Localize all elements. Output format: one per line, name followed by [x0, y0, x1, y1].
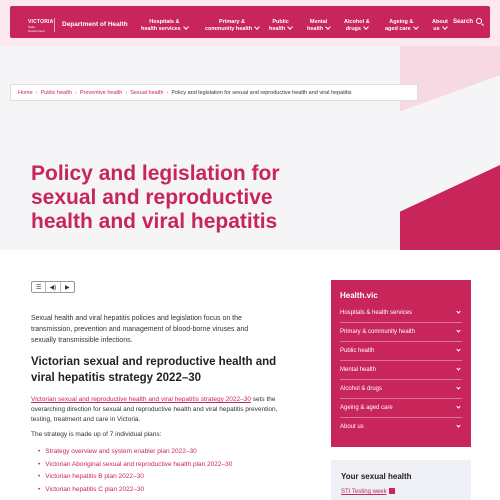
nav-mental-health[interactable]: Mental health: [307, 19, 330, 33]
sidebar-item-alcohol-drugs[interactable]: Alcohol & drugs: [340, 380, 462, 399]
chevron-right-icon: ›: [125, 90, 128, 96]
nav-ageing[interactable]: Ageing & aged care: [385, 19, 418, 33]
chevron-down-icon: [456, 309, 460, 313]
search-icon: [476, 18, 482, 24]
chevron-right-icon: ›: [35, 90, 38, 96]
menu-icon[interactable]: ☰: [32, 282, 46, 292]
breadcrumb-preventive-health[interactable]: Preventive health: [79, 90, 123, 96]
nav-public-health[interactable]: Public health: [269, 19, 292, 33]
chevron-down-icon: [456, 404, 460, 408]
chevron-down-icon: [456, 366, 460, 370]
chevron-down-icon: [183, 24, 189, 30]
department-name[interactable]: Department of Health: [62, 21, 128, 28]
chevron-down-icon: [456, 328, 460, 332]
chevron-down-icon: [456, 385, 460, 389]
play-icon[interactable]: ▶: [65, 284, 70, 291]
victoria-logo[interactable]: VICTORIA State Government: [28, 19, 54, 33]
chevron-down-icon: [254, 24, 260, 30]
nav-primary[interactable]: Primary & community health: [205, 19, 259, 33]
strategy-link[interactable]: Victorian sexual and reproductive health and viral hepatitis strategy 2022–30: [31, 396, 251, 403]
header-bar: [10, 6, 490, 38]
sidebar-item-about[interactable]: About us: [340, 418, 462, 437]
breadcrumb-current: Policy and legislation for sexual and reproductive health and viral hepatitis: [171, 90, 352, 96]
sidebar-item-hospitals[interactable]: Hospitals & health services: [340, 304, 462, 323]
page-title: Policy and legislation for sexual and reproductive health and viral hepatitis: [31, 162, 280, 233]
sidebar-item-public-health[interactable]: Public health: [340, 342, 462, 361]
list-item[interactable]: • Strategy overview and system enabler plan 2022–30: [38, 446, 232, 459]
your-sexual-health-panel: [331, 460, 471, 500]
chevron-down-icon: [456, 347, 460, 351]
sidebar-nav: [331, 280, 471, 447]
plans-intro: The strategy is made up of 7 individual plans:: [31, 431, 162, 438]
chevron-down-icon: [442, 24, 448, 30]
sidebar-item-primary[interactable]: Primary & community health: [340, 323, 462, 342]
breadcrumb-home[interactable]: Home: [18, 90, 33, 96]
external-link-icon: [389, 488, 395, 494]
panel-title: Your sexual health: [341, 472, 412, 481]
logo-divider: [54, 18, 55, 32]
nav-hospitals[interactable]: Hospitals & health services: [141, 19, 188, 33]
list-item[interactable]: • Victorian hepatitis B plan 2022–30: [38, 471, 232, 484]
sidebar-item-ageing[interactable]: Ageing & aged care: [340, 399, 462, 418]
chevron-down-icon: [287, 24, 293, 30]
audio-player: [31, 281, 75, 293]
decorative-shape: [400, 46, 500, 111]
speaker-icon[interactable]: ◀): [46, 282, 60, 292]
nav-alcohol-drugs[interactable]: Alcohol & drugs: [344, 19, 370, 32]
breadcrumb: [10, 84, 418, 101]
search-button[interactable]: Search: [453, 17, 482, 25]
list-item[interactable]: • Victorian hepatitis C plan 2022–30: [38, 484, 232, 497]
nav-about[interactable]: About us: [432, 19, 448, 32]
chevron-down-icon: [325, 24, 331, 30]
breadcrumb-sexual-health[interactable]: Sexual health: [130, 90, 164, 96]
intro-text: Sexual health and viral hepatitis policies and legislation focus on the transmission, prevention and management of blood-borne viruses and sexually transmissible infections.: [31, 315, 249, 344]
sti-testing-link[interactable]: STI Testing week: [341, 487, 395, 495]
strategy-paragraph: Victorian sexual and reproductive health and viral hepatitis strategy 2022–30 sets the overarching direction for sexual and reproductive health and viral hepatitis prevention, testing, treatment and care in Victoria.: [31, 396, 278, 423]
plans-list: [38, 446, 232, 496]
list-item[interactable]: • Victorian Aboriginal sexual and reproductive health plan 2022–30: [38, 459, 232, 472]
decorative-shape: [400, 160, 500, 250]
chevron-down-icon: [456, 423, 460, 427]
chevron-right-icon: ›: [166, 90, 169, 96]
sidebar-title[interactable]: Health.vic: [340, 291, 378, 300]
sidebar-item-mental-health[interactable]: Mental health: [340, 361, 462, 380]
section-heading: Victorian sexual and reproductive health and viral hepatitis strategy 2022–30: [31, 356, 277, 384]
hero-banner: [0, 46, 500, 250]
breadcrumb-public-health[interactable]: Public health: [40, 90, 73, 96]
chevron-right-icon: ›: [75, 90, 77, 96]
site-header: [0, 0, 500, 46]
chevron-down-icon: [413, 24, 419, 30]
chevron-down-icon: [363, 24, 369, 30]
